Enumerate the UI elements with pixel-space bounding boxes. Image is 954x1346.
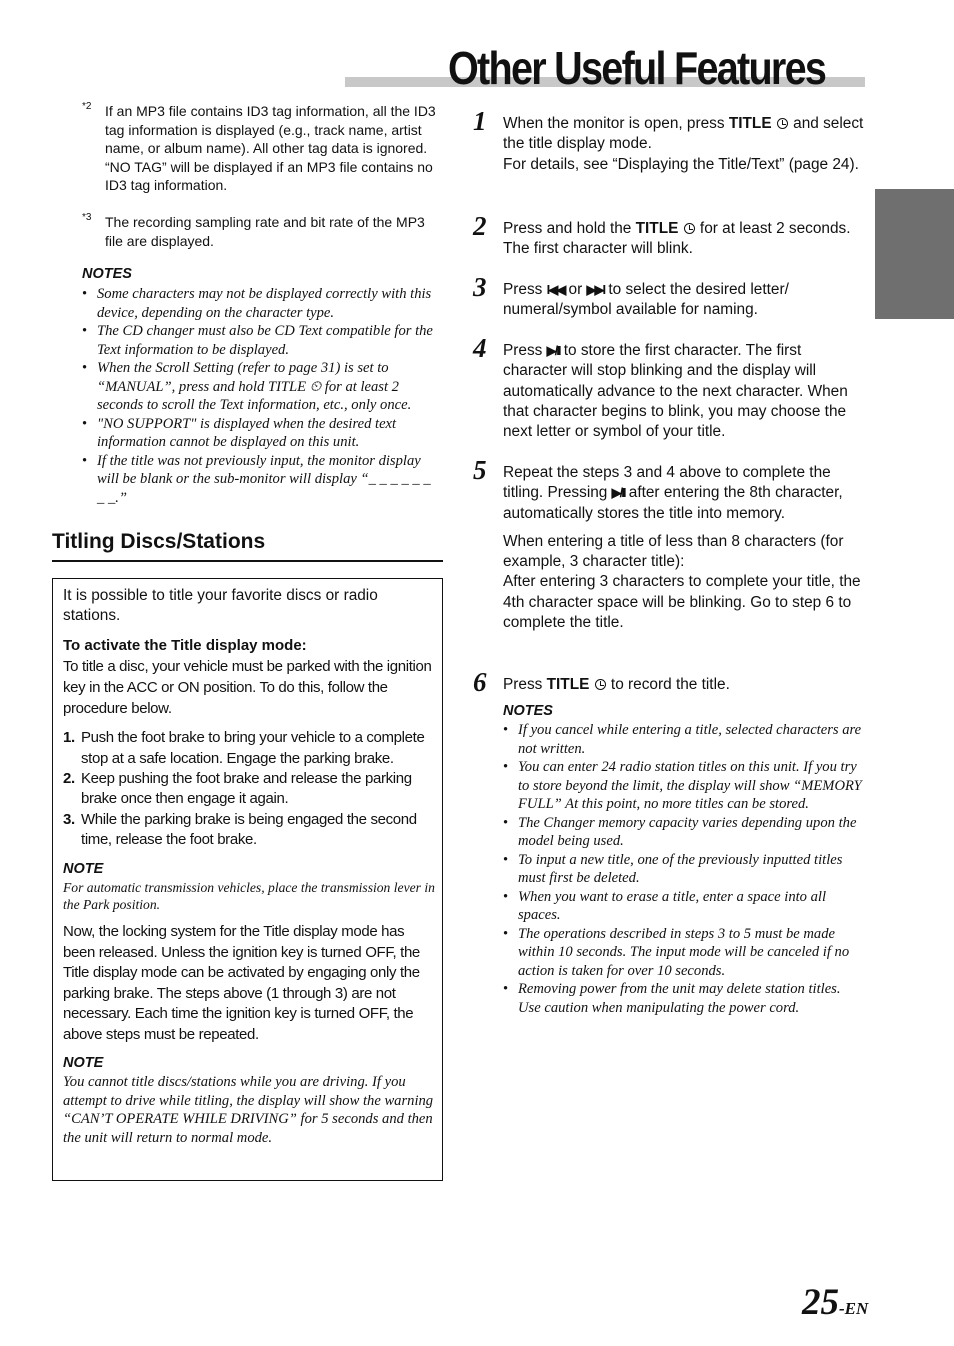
procedure-num: 1.: [63, 729, 75, 747]
note-item: • When you want to erase a title, enter a space into all spaces.: [503, 888, 865, 925]
notes-list-bottom: [503, 721, 865, 1017]
clock-icon: [684, 223, 695, 234]
titling-info-box: [52, 578, 443, 1181]
note-item: • "NO SUPPORT" is displayed when the desired text information cannot be displayed on this unit.: [82, 415, 438, 452]
previous-icon: I◀◀: [546, 282, 565, 297]
notes-list-top: [82, 285, 438, 507]
released-text: Now, the locking system for the Title display mode has been released. Unless the ignition key is turned OFF, the Title display mode can be activated by engaging only the parking brake. The steps above (1 through 3) are not necessary. Each time the ignition key is turned OFF, the above steps must be repeated.: [63, 923, 420, 1043]
footnote-mark: *3: [82, 212, 92, 223]
note-item: • You can enter 24 radio station titles on this unit. If you try to store beyond the limit, the display will show “MEMORY FULL” At this point, no more titles can be stored.: [503, 758, 865, 814]
activate-heading: To activate the Title display mode:: [63, 636, 307, 654]
notes-heading: NOTES: [503, 703, 553, 719]
footnote-text: If an MP3 file contains ID3 tag information, all the ID3 tag information is displayed (e.g., track name, artist name, or album name). All other tag data is ignored.: [105, 103, 436, 157]
note-text: For automatic transmission vehicles, place the transmission lever in the Park position.: [63, 880, 435, 913]
page-number: 25-EN: [802, 1282, 869, 1323]
step-number: 5: [473, 455, 487, 485]
play-pause-icon: ▶/II: [611, 485, 625, 501]
step-detail: When entering a title of less than 8 characters (for example, 3 character title):: [503, 532, 844, 571]
footnote-text: “NO TAG” will be displayed if an MP3 file contains no ID3 tag information.: [105, 158, 433, 194]
note-text: You cannot title discs/stations while you are driving. If you attempt to drive while titling, the display will show the warning “CAN’T OPERATE WHILE DRIVING” for 5 seconds and then the unit will return to normal mode.: [63, 1074, 434, 1146]
step-3-text: Press I◀◀ or ▶▶I to select the desired letter/ numeral/symbol available for naming.: [503, 281, 789, 319]
activate-text: To title a disc, your vehicle must be parked with the ignition key in the ACC or ON position. To do this, follow the procedure below.: [63, 658, 432, 718]
footnote-mark: *2: [82, 101, 92, 112]
procedure-step: [63, 810, 435, 851]
note-item: • Some characters may not be displayed correctly with this device, depending on the character type.: [82, 285, 438, 322]
procedure-text: Push the foot brake to bring your vehicle to a complete stop at a safe location. Engage the parking brake.: [81, 729, 425, 767]
note-item: • The Changer memory capacity varies depending upon the model being used.: [503, 814, 865, 851]
side-thumb-tab: [875, 189, 954, 319]
procedure-step: [63, 728, 435, 769]
section-heading: Titling Discs/Stations: [52, 530, 266, 553]
play-pause-icon: ▶/II: [546, 343, 560, 358]
note-item: • The CD changer must also be CD Text compatible for the Text information to be displayed.: [82, 322, 438, 359]
next-icon: ▶▶I: [586, 282, 605, 297]
procedure-text: While the parking brake is being engaged the second time, release the foot brake.: [81, 810, 417, 849]
note-item: • Removing power from the unit may delete station titles. Use caution when manipulating the power cord.: [503, 980, 865, 1017]
step-6-text: Press TITLE to record the title.: [503, 676, 730, 693]
procedure-list: [63, 728, 435, 850]
procedure-step: [63, 769, 435, 810]
note-item: • If you cancel while entering a title, selected characters are not written.: [503, 721, 865, 758]
step-1-text: When the monitor is open, press TITLE and select the title display mode. For details, see “Displaying the Title/Text” (page 24).: [503, 114, 865, 175]
step-5-text: Repeat the steps 3 and 4 above to complete the titling. Pressing ▶/II after entering the 8th character, automatically stores the title into memory. When entering a title of less than 8 characters (for example, 3 character title): After entering 3 characters to complete your title, the 4th character space will be blinking. Go to step 6 to complete the title.: [503, 463, 865, 633]
step-number: 4: [473, 333, 487, 363]
note-item: • The operations described in steps 3 to 5 must be made within 10 seconds. The input mode will be canceled if no action is taken for over 10 seconds.: [503, 925, 865, 981]
footnote-3: [82, 213, 444, 250]
title-key-label: TITLE: [728, 115, 772, 132]
footnote-2: [82, 102, 444, 195]
procedure-text: Keep pushing the foot brake and release the parking brake once then engage it again.: [81, 770, 412, 808]
footnote-text: The recording sampling rate and bit rate of the MP3 file are displayed.: [105, 214, 425, 249]
note-item: • If the title was not previously input, the monitor display will be blank or the sub-monitor will display “_ _ _ _ _ _ _ _.”: [82, 452, 438, 508]
note-heading: NOTE: [63, 860, 104, 877]
step-number: 2: [473, 211, 487, 241]
section-rule: [52, 560, 443, 562]
title-key-label: TITLE: [546, 676, 590, 693]
clock-icon: [777, 118, 788, 129]
step-number: 1: [473, 106, 487, 136]
step-2-text: Press and hold the TITLE for at least 2 seconds. The first character will blink.: [503, 220, 851, 258]
step-4-text: Press ▶/II to store the first character. The first character will stop blinking and the display will automatically advance to the next character. When that character begins to blink, you may choose the next letter or symbol of your title.: [503, 342, 848, 441]
page-number-suffix: -EN: [839, 1299, 869, 1318]
step-number: 3: [473, 272, 487, 302]
step-detail: After entering 3 characters to complete your title, the 4th character space will be blinking. Go to step 6 to complete the title.: [503, 573, 861, 632]
procedure-num: 3.: [63, 810, 75, 828]
procedure-num: 2.: [63, 770, 75, 788]
title-key-label: TITLE: [635, 220, 679, 237]
intro-text: It is possible to title your favorite discs or radio stations.: [63, 587, 378, 625]
step-detail: For details, see “Displaying the Title/Text” (page 24).: [503, 155, 859, 173]
clock-icon: [595, 679, 606, 690]
note-item: • When the Scroll Setting (refer to page 31) is set to “MANUAL”, press and hold TITLE ⏲ for at least 2 seconds to scroll the Text information, etc., only once.: [82, 359, 438, 415]
note-item: • To input a new title, one of the previously inputted titles must first be deleted.: [503, 851, 865, 888]
notes-heading: NOTES: [82, 266, 132, 282]
note-heading: NOTE: [63, 1054, 104, 1071]
page-title: Other Useful Features: [448, 42, 826, 94]
step-number: 6: [473, 667, 487, 697]
